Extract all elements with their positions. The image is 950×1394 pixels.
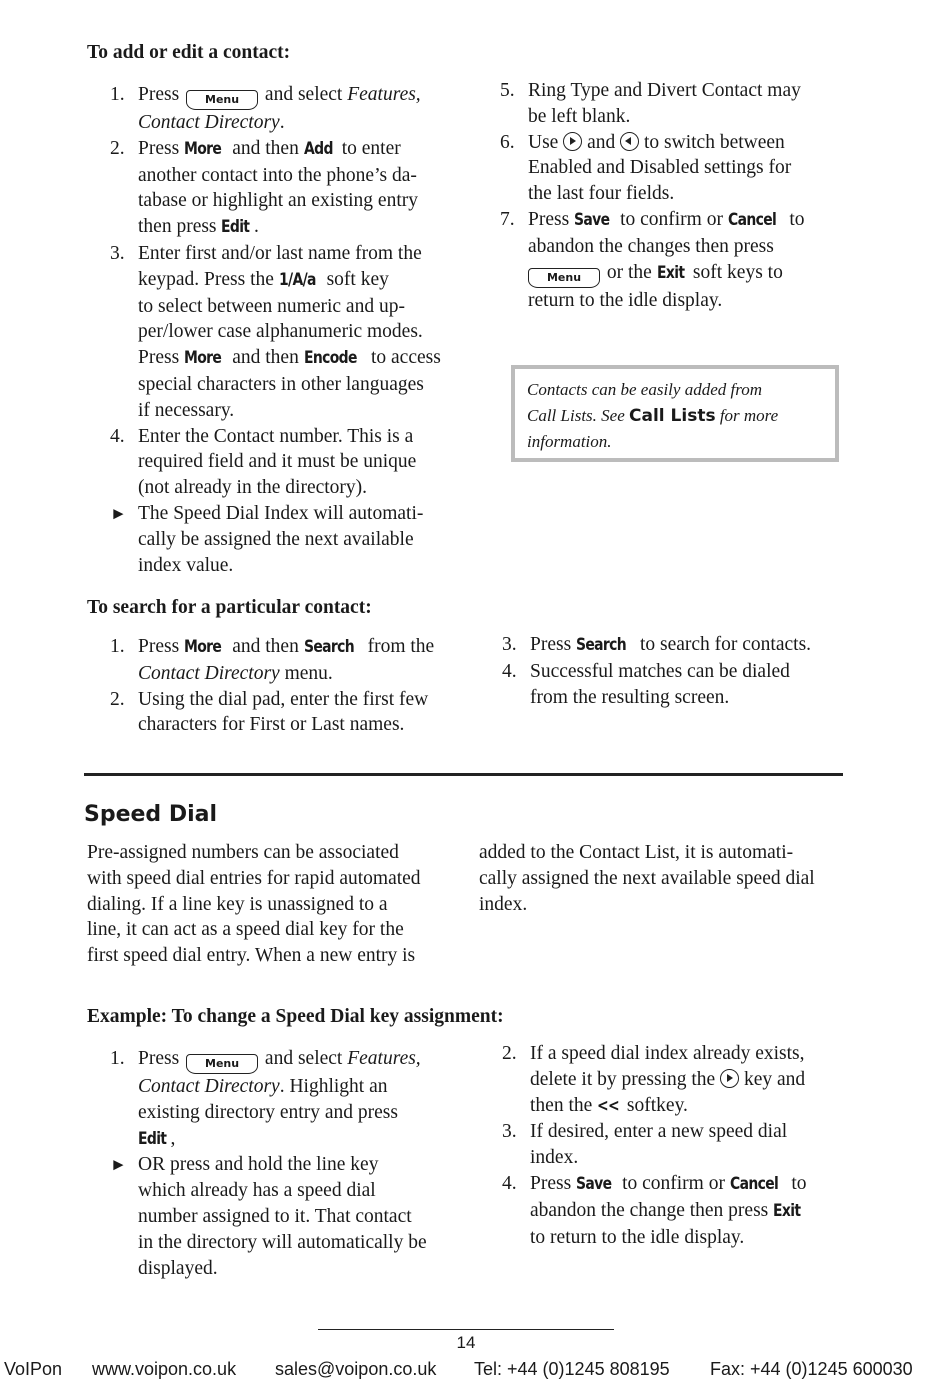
list-item: 4. Press Save to confirm or Cancel to abandon the change then press Exit to return to the idle display. xyxy=(502,1172,807,1248)
add-edit-right-column xyxy=(477,78,857,313)
list-item: 1. Press Menu and select Features, Contact Directory. Highlight an existing directory entry and press Edit , xyxy=(87,1046,467,1152)
menu-key-icon: Menu xyxy=(186,1054,258,1074)
arrow-bullet-icon: ► xyxy=(110,503,127,523)
list-item: ► The Speed Dial Index will automati- cally be assigned the next available index value. xyxy=(110,502,424,576)
list-item: 4. Enter the Contact number. This is a required field and it must be unique (not already in the directory). xyxy=(110,425,417,499)
add-edit-left-column xyxy=(87,82,467,578)
menu-key-icon: Menu xyxy=(186,90,258,110)
example-right-column xyxy=(479,1041,859,1250)
footer-email-link[interactable]: sales@voipon.co.uk xyxy=(275,1359,437,1379)
list-item: 6. Use and to switch between Enabled and Disabled settings for the last four fields. xyxy=(500,131,792,205)
softkey-label: More xyxy=(184,637,222,657)
list-item: 5. Ring Type and Divert Contact may be left blank. xyxy=(500,80,801,127)
softkey-label: Save xyxy=(574,209,610,230)
search-heading: To search for a particular contact: xyxy=(87,597,372,618)
list-item: 1. Press More and then Search from the Contact Directory menu. xyxy=(110,636,435,684)
speed-dial-intro-left: Pre-assigned numbers can be associated with speed dial entries for rapid automated dialing. If a line key is unassigned to a line, it can act as a speed dial key for the first speed dial entry. When a new entry is xyxy=(87,842,421,967)
list-item: 2. Using the dial pad, enter the first few characters for First or Last names. xyxy=(110,688,429,736)
example-left-column xyxy=(87,1046,467,1281)
footer-fax: Fax: +44 (0)1245 600030 xyxy=(710,1359,913,1379)
softkey-label: Save xyxy=(576,1173,612,1194)
list-item: 3. If desired, enter a new speed dial index. xyxy=(502,1121,788,1169)
cross-reference: Call Lists xyxy=(629,406,716,426)
footer-telephone: Tel: +44 (0)1245 808195 xyxy=(474,1359,670,1379)
list-item: 3. Press Search to search for contacts. xyxy=(479,632,859,659)
search-left-column xyxy=(87,634,467,738)
search-right-column xyxy=(479,632,859,710)
list-item: 7. Press Save to confirm or Cancel to abandon the changes then press Menu or the Exit soft keys to return to the idle display. xyxy=(500,208,805,311)
softkey-label: 1/A/a xyxy=(278,269,316,290)
softkey-label: Encode xyxy=(303,348,357,369)
add-edit-heading: To add or edit a contact: xyxy=(87,42,291,63)
section-title: Speed Dial xyxy=(84,802,218,827)
softkey-label: Cancel xyxy=(729,1173,778,1194)
softkey-label: Edit xyxy=(221,217,250,238)
footer-divider xyxy=(318,1329,614,1330)
softkey-label: Search xyxy=(576,635,627,655)
arrow-bullet-icon: ► xyxy=(110,1155,127,1175)
section-divider xyxy=(84,773,843,776)
softkey-label: More xyxy=(184,138,222,159)
left-arrow-key-icon xyxy=(620,132,639,151)
footer-website-link[interactable]: www.voipon.co.uk xyxy=(92,1359,237,1379)
list-item: ► OR press and hold the line key which already has a speed dial number assigned to it. That contact in the directory will automatically be displayed. xyxy=(110,1154,427,1279)
list-item: 2. Press More and then Add to enter another contact into the phone’s da- tabase or highlight an existing entry then press Edit . xyxy=(87,136,467,241)
softkey-label: Search xyxy=(303,637,354,657)
softkey-label: Exit xyxy=(773,1200,801,1221)
list-item: 4. Successful matches can be dialed from the resulting screen. xyxy=(502,660,790,708)
footer-company: VoIPon xyxy=(4,1359,63,1379)
softkey-label: More xyxy=(184,348,222,369)
softkey-label: Add xyxy=(303,138,333,159)
footer-bar xyxy=(0,1359,950,1394)
softkey-label: Edit xyxy=(138,1128,167,1149)
softkey-label: Exit xyxy=(656,262,685,283)
example-heading: Example: To change a Speed Dial key assignment: xyxy=(87,1006,504,1027)
tip-note-box: Contacts can be easily added from Call Lists. See Call Lists for more information. xyxy=(511,365,839,462)
menu-key-icon: Menu xyxy=(528,268,600,288)
speed-dial-intro-right: added to the Contact List, it is automati- cally assigned the next available speed dial index. xyxy=(479,842,815,915)
right-arrow-key-icon xyxy=(563,132,582,151)
page-number: 14 xyxy=(456,1333,476,1352)
list-item: 1. Press Menu and select Features, Contact Directory. xyxy=(110,84,421,133)
right-arrow-key-icon xyxy=(720,1069,739,1088)
softkey-label: Cancel xyxy=(727,209,776,230)
list-item: 3. Enter first and/or last name from the keypad. Press the 1/A/a soft key to select between numeric and up- per/lower case alphanumeric modes. Press More and then Encode to access special characters in other languages if necessary. xyxy=(110,242,441,421)
softkey-label: << xyxy=(597,1095,620,1116)
list-item: 2. If a speed dial index already exists, delete it by pressing the key and then the << softkey. xyxy=(479,1041,859,1119)
